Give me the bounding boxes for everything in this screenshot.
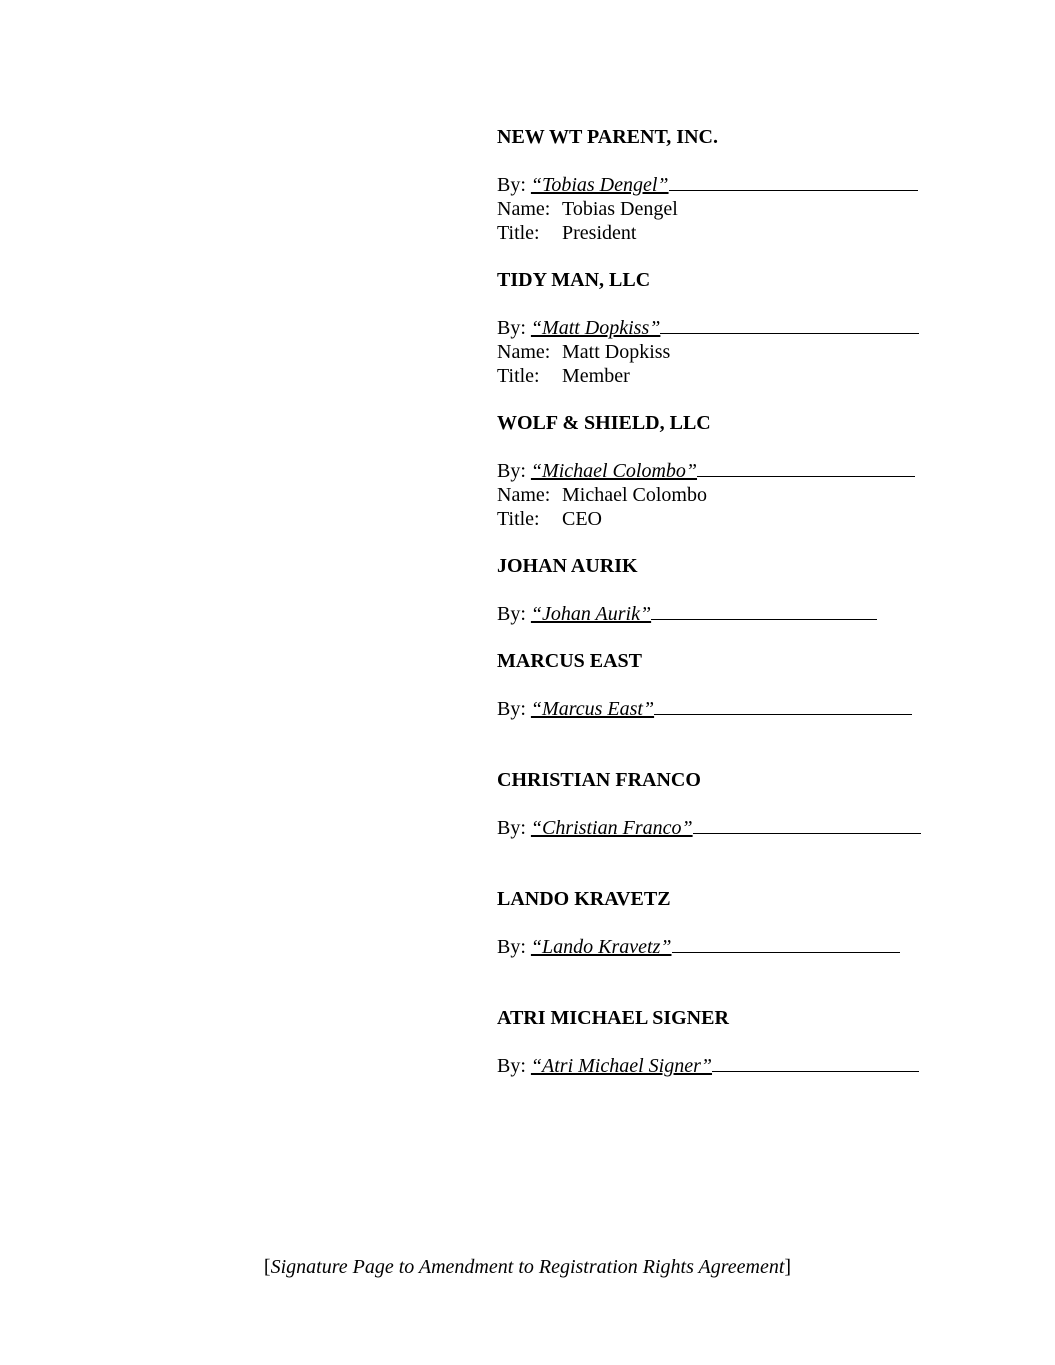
signer-title: CEO [562, 508, 602, 530]
signer-name: Tobias Dengel [562, 198, 678, 220]
signer-name: Michael Colombo [562, 484, 707, 506]
signature-line [660, 316, 919, 334]
entity-name: NEW WT PARENT, INC. [497, 126, 718, 148]
signature-line [654, 697, 912, 715]
title-label: Title: [497, 222, 540, 244]
signature-value: “Christian Franco” [530, 817, 693, 839]
page-footer [0, 1255, 1055, 1279]
title-line [497, 221, 918, 245]
title-line [497, 507, 915, 531]
entity-name: LANDO KRAVETZ [497, 888, 671, 910]
signer-title: President [562, 222, 637, 244]
signature-value: “Lando Kravetz” [530, 936, 672, 958]
signature-line [697, 459, 915, 477]
signature-value: “Matt Dopkiss” [530, 317, 661, 339]
signature-block-marcus-east [497, 649, 912, 721]
by-label: By: [497, 1055, 526, 1077]
entity-name: ATRI MICHAEL SIGNER [497, 1007, 729, 1029]
by-line [497, 173, 918, 197]
signature-line [712, 1054, 919, 1072]
signature-block-atri-michael-signer [497, 1006, 919, 1078]
by-line [497, 816, 921, 840]
signature-line [651, 602, 877, 620]
entity-name: TIDY MAN, LLC [497, 269, 651, 291]
by-label: By: [497, 817, 526, 839]
by-label: By: [497, 317, 526, 339]
title-label: Title: [497, 365, 540, 387]
footer-open-bracket: [ [263, 1256, 271, 1278]
signature-value: “Atri Michael Signer” [530, 1055, 713, 1077]
signature-line [669, 173, 918, 191]
signature-block-johan-aurik [497, 554, 877, 626]
signature-line [693, 816, 921, 834]
by-label: By: [497, 936, 526, 958]
signature-value: “Marcus East” [530, 698, 655, 720]
name-line [497, 197, 918, 221]
by-line [497, 459, 915, 483]
by-label: By: [497, 460, 526, 482]
title-label: Title: [497, 508, 540, 530]
signature-value: “Michael Colombo” [530, 460, 698, 482]
signature-block-lando-kravetz [497, 887, 900, 959]
entity-name: JOHAN AURIK [497, 555, 638, 577]
signature-block-wolf-shield [497, 411, 915, 531]
signature-block-christian-franco [497, 768, 921, 840]
by-label: By: [497, 698, 526, 720]
by-label: By: [497, 174, 526, 196]
by-line [497, 1054, 919, 1078]
by-line [497, 316, 919, 340]
entity-name: CHRISTIAN FRANCO [497, 769, 701, 791]
name-line [497, 483, 915, 507]
entity-name: MARCUS EAST [497, 650, 643, 672]
signature-block-tidy-man [497, 268, 919, 388]
by-line [497, 935, 900, 959]
footer-close-bracket: ] [784, 1256, 792, 1278]
signature-value: “Johan Aurik” [530, 603, 652, 625]
signer-title: Member [562, 365, 630, 387]
signature-value: “Tobias Dengel” [530, 174, 669, 196]
footer-text: Signature Page to Amendment to Registration Rights Agreement [270, 1256, 785, 1278]
name-line [497, 340, 919, 364]
by-line [497, 602, 877, 626]
signature-block-new-wt-parent [497, 125, 918, 245]
signature-line [672, 935, 900, 953]
name-label: Name: [497, 341, 551, 363]
title-line [497, 364, 919, 388]
by-line [497, 697, 912, 721]
name-label: Name: [497, 198, 551, 220]
by-label: By: [497, 603, 526, 625]
entity-name: WOLF & SHIELD, LLC [497, 412, 711, 434]
signer-name: Matt Dopkiss [562, 341, 671, 363]
name-label: Name: [497, 484, 551, 506]
